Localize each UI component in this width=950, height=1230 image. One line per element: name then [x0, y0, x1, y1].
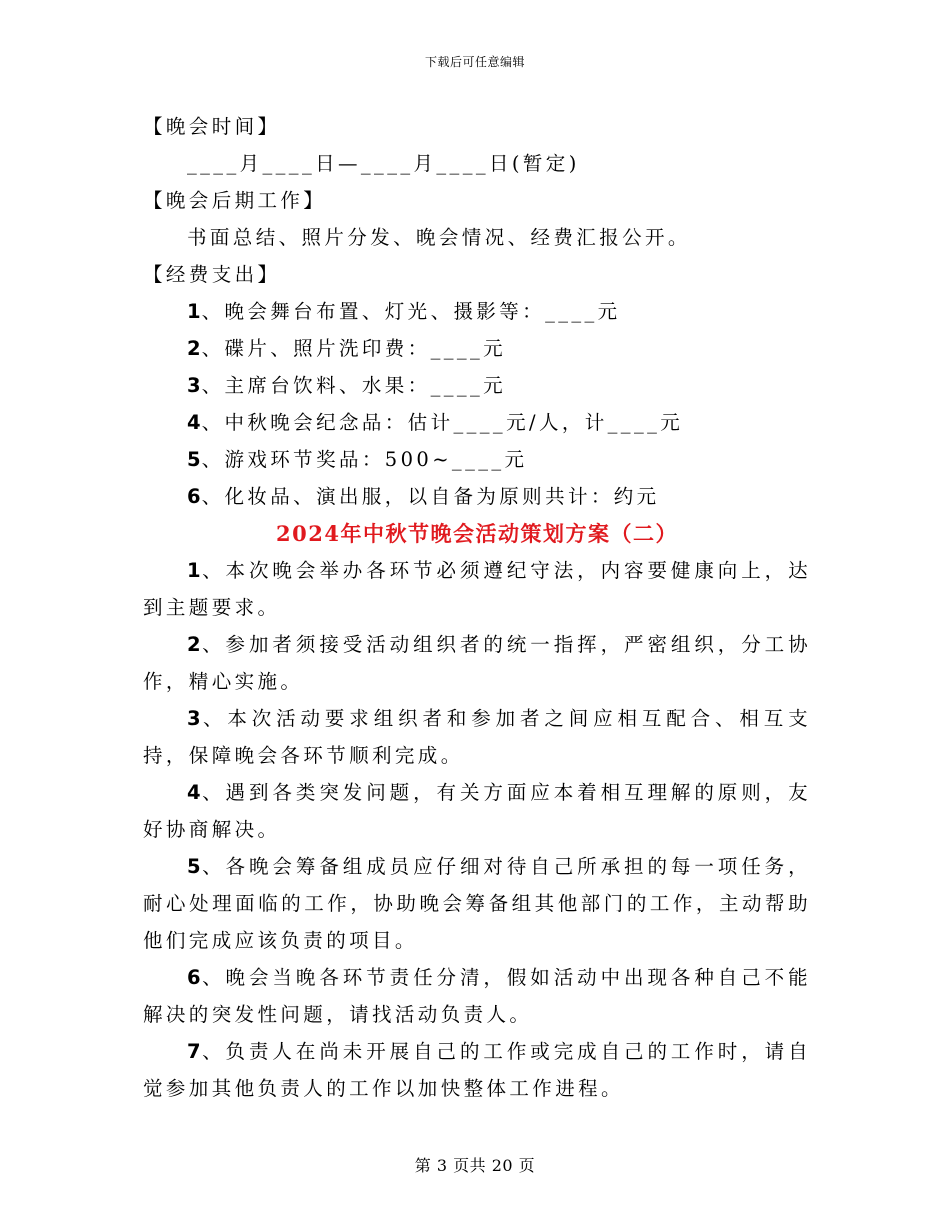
rule-paragraph	[143, 959, 811, 1033]
expense-number: 2	[187, 337, 202, 360]
rule-paragraph	[143, 848, 811, 959]
page-header: 下载后可任意编辑	[424, 55, 525, 69]
rule-number: 5	[187, 855, 202, 878]
section-heading-time: 【晚会时间】	[143, 115, 281, 138]
expense-text: 、化妆品、演出服，以自备为原则共计：约元	[201, 485, 660, 508]
rule-number: 2	[187, 633, 202, 656]
section-title: 2024年中秋节晚会活动策划方案（二）	[276, 521, 678, 546]
rule-number: 3	[187, 707, 202, 730]
expense-item	[143, 404, 811, 441]
expense-item	[143, 478, 811, 515]
rule-paragraph	[143, 1033, 811, 1107]
rule-number: 6	[187, 966, 202, 989]
post-work-value: 书面总结、照片分发、晚会情况、经费汇报公开。	[187, 226, 691, 249]
rule-paragraph	[143, 700, 811, 774]
rule-number: 7	[187, 1040, 202, 1063]
rule-text: 、参加者须接受活动组织者的统一指挥，严密组织，分工协作，精心实施。	[143, 633, 811, 693]
rule-text: 、晚会当晚各环节责任分清，假如活动中出现各种自己不能解决的突发性问题，请找活动负责人。	[143, 966, 811, 1026]
time-value: ____月____日—____月____日(暂定)	[187, 152, 580, 175]
rule-text: 、本次晚会举办各环节必须遵纪守法，内容要健康向上，达到主题要求。	[143, 559, 811, 619]
expense-number: 5	[187, 448, 202, 471]
rule-text: 、负责人在尚未开展自己的工作或完成自己的工作时，请自觉参加其他负责人的工作以加快整体工作进程。	[143, 1040, 811, 1100]
expense-item	[143, 330, 811, 367]
page-footer: 第 3 页共 20 页	[414, 1156, 536, 1175]
rule-number: 4	[187, 781, 202, 804]
section-heading-post-work: 【晚会后期工作】	[143, 189, 327, 212]
rule-text: 、本次活动要求组织者和参加者之间应相互配合、相互支持，保障晚会各环节顺利完成。	[143, 707, 811, 767]
rule-paragraph	[143, 774, 811, 848]
expense-item	[143, 441, 811, 478]
expense-number: 1	[187, 300, 202, 323]
rule-text: 、遇到各类突发问题，有关方面应本着相互理解的原则，友好协商解决。	[143, 781, 811, 841]
rule-text: 、各晚会筹备组成员应仔细对待自己所承担的每一项任务，耐心处理面临的工作，协助晚会筹备组其他部门的工作，主动帮助他们完成应该负责的项目。	[143, 855, 811, 952]
expense-number: 3	[187, 374, 202, 397]
section-heading-expenses: 【经费支出】	[143, 263, 281, 286]
expense-item	[143, 367, 811, 404]
document-body	[143, 108, 811, 1107]
expense-text: 、碟片、照片洗印费：____元	[201, 337, 507, 360]
expense-text: 、晚会舞台布置、灯光、摄影等：____元	[201, 300, 621, 323]
expense-text: 、中秋晚会纪念品：估计____元/人，计____元	[201, 411, 684, 434]
expense-text: 、游戏环节奖品：500~____元	[201, 448, 528, 471]
expense-number: 6	[187, 485, 202, 508]
rule-paragraph	[143, 552, 811, 626]
rule-number: 1	[187, 559, 202, 582]
expense-text: 、主席台饮料、水果：____元	[201, 374, 507, 397]
expense-item	[143, 293, 811, 330]
expense-number: 4	[187, 411, 202, 434]
rule-paragraph	[143, 626, 811, 700]
